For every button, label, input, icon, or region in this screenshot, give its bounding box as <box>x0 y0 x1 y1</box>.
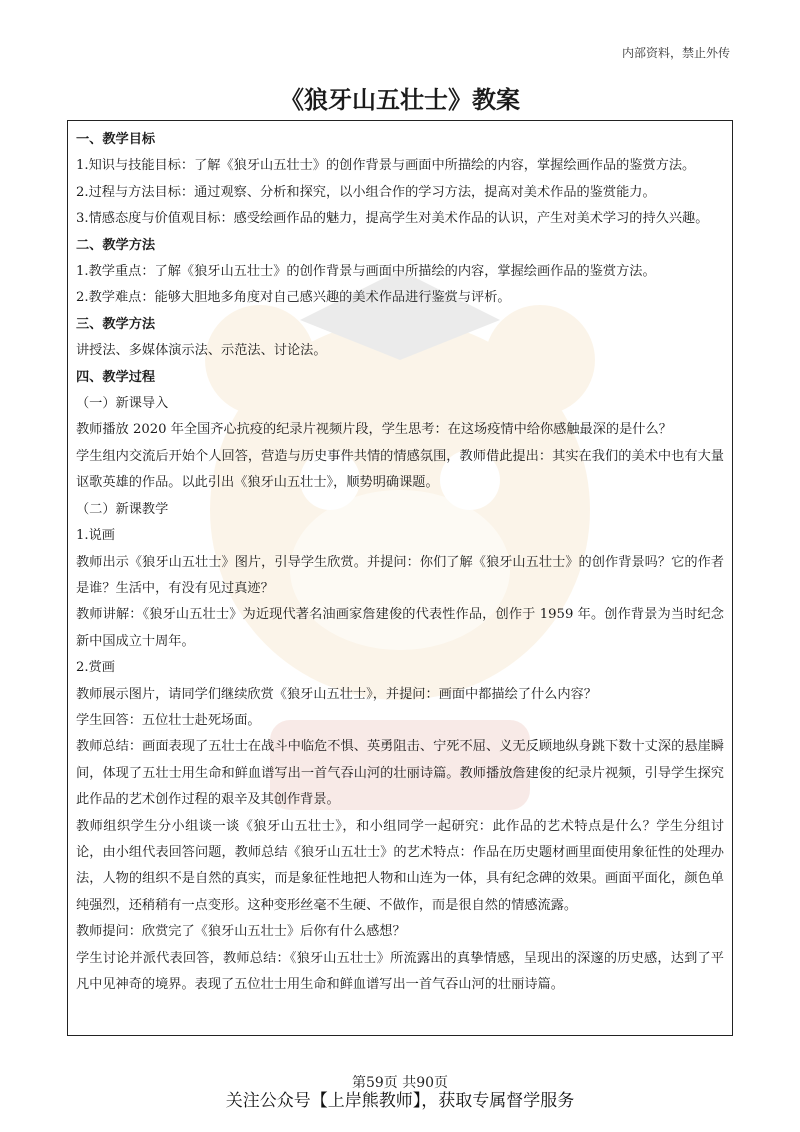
paragraph: 学生组内交流后开始个人回答，营造与历史事件共情的情感氛围，教师借此提出：其实在我们的美术中也有大量讴歌英雄的作品。以此引出《狼牙山五壮士》，顺势明确课题。 <box>76 448 724 491</box>
paragraph: 教师出示《狼牙山五壮士》图片，引导学生欣赏。并提问：你们了解《狼牙山五壮士》的创作背景吗？它的作者是谁？生活中，有没有见过真迹？ <box>76 554 724 596</box>
confidential-notice: 内部资料，禁止外传 <box>621 46 730 60</box>
paragraph: 1.教学重点：了解《狼牙山五壮士》的创作背景与画面中所描绘的内容，掌握绘画作品的鉴赏方法。 <box>76 264 656 280</box>
paragraph: 教师组织学生分小组谈一谈《狼牙山五壮士》，和小组同学一起研究：此作品的艺术特点是什么？学生分组讨论，由小组代表回答问题，教师总结《狼牙山五壮士》的艺术特点：作品在历史题材画里面使用象征性的处理办法，人物的组织不是自然的真实，而是象征性地把人物和山连为一体，具有纪念碑的效果。画面平面化，颜色单纯强烈，还稍稍有一点变形。这种变形丝毫不生硬、不做作，而是很自然的情感流露。 <box>76 818 724 913</box>
paragraph: 教师展示图片，请同学们继续欣赏《狼牙山五壮士》，并提问：画面中都描绘了什么内容？ <box>76 686 597 702</box>
paragraph: 教师总结：画面表现了五壮士在战斗中临危不惧、英勇阻击、宁死不屈、义无反顾地纵身跳下数十丈深的悬崖瞬间，体现了五壮士用生命和鲜血谱写出一首气吞山河的壮丽诗篇。教师播放詹建俊的纪录片视频，引导学生探究此作品的艺术创作过程的艰辛及其创作背景。 <box>76 739 724 808</box>
paragraph: 讲授法、多媒体演示法、示范法、讨论法。 <box>76 343 327 359</box>
paragraph: 3.情感态度与价值观目标：感受绘画作品的魅力，提高学生对美术作品的认识，产生对美术学习的持久兴趣。 <box>76 211 709 227</box>
subheading-describe: 1.说画 <box>76 528 115 544</box>
paragraph: 2.过程与方法目标：通过观察、分析和探究，以小组合作的学习方法，提高对美术作品的鉴赏能力。 <box>76 184 656 200</box>
subheading-appreciate: 2.赏画 <box>76 660 115 676</box>
paragraph: 教师播放 2020 年全国齐心抗疫的纪录片视频片段，学生思考：在这场疫情中给你感触最深的是什么？ <box>76 422 672 438</box>
page-number: 第59页 共90页 <box>351 1075 449 1091</box>
paragraph: 1.知识与技能目标：了解《狼牙山五壮士》的创作背景与画面中所描绘的内容，掌握绘画作品的鉴赏方法。 <box>76 158 696 174</box>
paragraph: 教师提问：欣赏完了《狼牙山五壮士》后你有什么感想？ <box>76 924 406 940</box>
footer-promo: 关注公众号【上岸熊教师】，获取专属督学服务 <box>225 1091 575 1111</box>
section-heading-methods-2: 三、教学方法 <box>76 316 156 332</box>
subheading-new-lesson: （二）新课教学 <box>76 501 169 517</box>
section-heading-methods: 二、教学方法 <box>76 237 156 253</box>
page-title: 《狼牙山五壮士》教案 <box>280 86 520 114</box>
paragraph: 学生讨论并派代表回答，教师总结：《狼牙山五壮士》所流露出的真挚情感，呈现出的深邃的历史感，达到了平凡中见神奇的境界。表现了五位壮士用生命和鲜血谱写出一首气吞山河的壮丽诗篇。 <box>76 950 724 992</box>
paragraph: 教师讲解：《狼牙山五壮士》为近现代著名油画家詹建俊的代表性作品，创作于 1959 年。创作背景为当时纪念新中国成立十周年。 <box>76 607 724 649</box>
paragraph: 学生回答：五位壮士赴死场面。 <box>76 712 261 728</box>
lesson-plan-box <box>67 120 733 1036</box>
paragraph: 2.教学难点：能够大胆地多角度对自己感兴趣的美术作品进行鉴赏与评析。 <box>76 290 511 306</box>
section-heading-process: 四、教学过程 <box>76 369 156 385</box>
section-heading-objectives: 一、教学目标 <box>76 132 156 147</box>
subheading-intro: （一）新课导入 <box>76 396 169 412</box>
